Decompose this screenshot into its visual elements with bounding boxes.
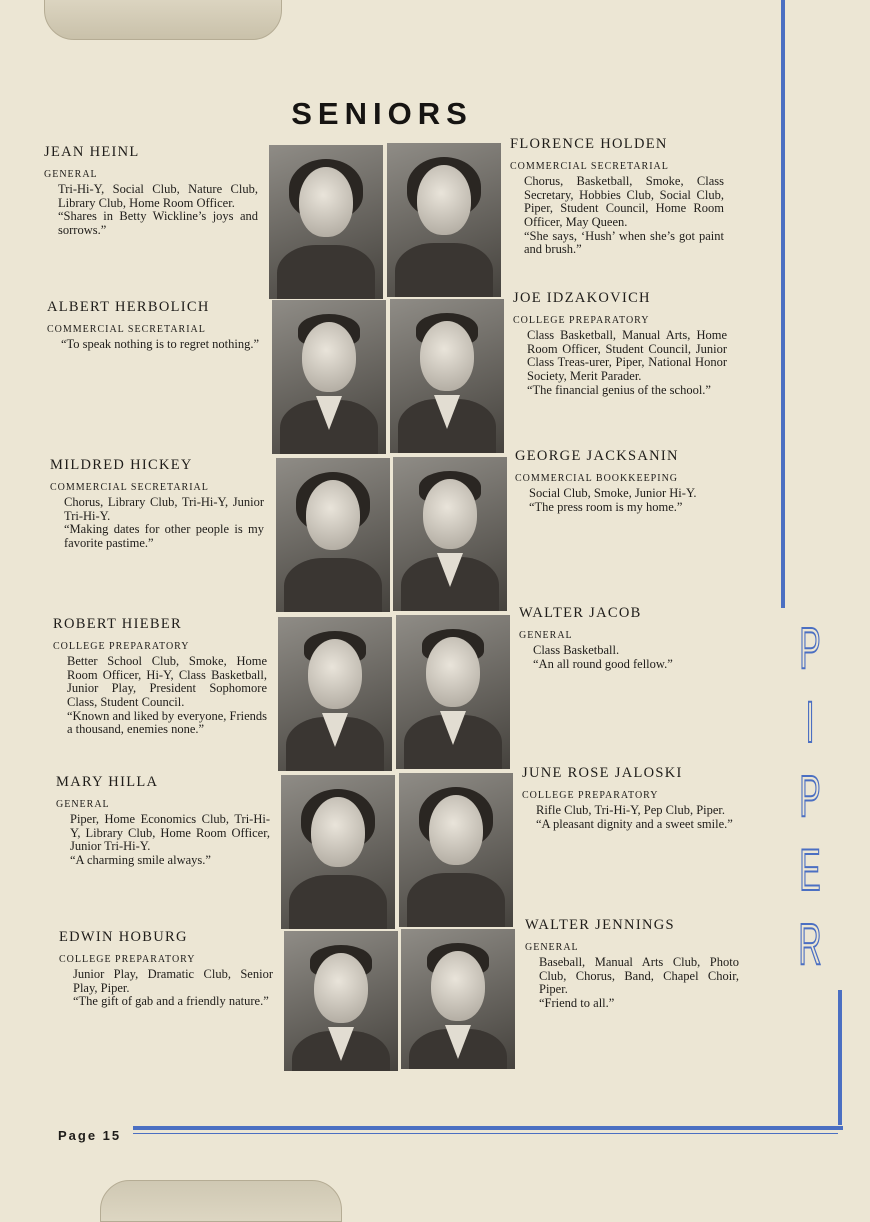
senior-activities: Tri-Hi-Y, Social Club, Nature Club, Library Club, Home Room Officer.	[58, 182, 258, 210]
portrait-photo	[281, 775, 395, 929]
senior-activities: Rifle Club, Tri-Hi-Y, Pep Club, Piper.	[536, 803, 726, 818]
senior-name: MILDRED HICKEY	[50, 457, 193, 473]
senior-course: COMMERCIAL BOOKKEEPING	[515, 472, 679, 484]
senior-quote: “The press room is my home.”	[529, 499, 683, 514]
senior-course: GENERAL	[56, 798, 110, 810]
senior-entry	[515, 450, 729, 514]
senior-activities: Junior Play, Dramatic Club, Senior Play, Piper.	[73, 967, 273, 995]
senior-entry	[50, 459, 264, 551]
senior-quote: “To speak nothing is to regret nothing.”	[61, 337, 260, 352]
portrait-photo	[396, 615, 510, 769]
senior-entry	[525, 919, 739, 1011]
senior-activities: Better School Club, Smoke, Home Room Officer, Hi-Y, Class Basketball, Junior Play, President Sophomore Class, Student Council.	[67, 654, 267, 709]
senior-entry	[522, 767, 736, 831]
senior-name: FLORENCE HOLDEN	[510, 136, 668, 152]
senior-course: COMMERCIAL SECRETARIAL	[50, 481, 209, 493]
blue-border-horizontal	[133, 1126, 843, 1130]
senior-quote: “The gift of gab and a friendly nature.”	[73, 994, 269, 1009]
portrait-photo	[399, 773, 513, 927]
portrait-photo	[284, 931, 398, 1071]
senior-activities: Class Basketball.	[533, 643, 620, 658]
senior-course: COMMERCIAL SECRETARIAL	[47, 323, 206, 335]
senior-activities: Chorus, Library Club, Tri-Hi-Y, Junior Tri-Hi-Y.	[64, 495, 264, 523]
blue-border-horizontal-thin	[133, 1133, 838, 1134]
senior-course: GENERAL	[44, 168, 98, 180]
senior-name: JOE IDZAKOVICH	[513, 290, 651, 306]
senior-entry	[47, 301, 261, 352]
senior-entry	[44, 146, 258, 238]
senior-course: COLLEGE PREPARATORY	[513, 314, 650, 326]
senior-activities: Piper, Home Economics Club, Tri-Hi-Y, Library Club, Home Room Officer, Junior Tri-Hi-Y.	[70, 812, 270, 854]
senior-course: GENERAL	[519, 629, 573, 641]
binder-tab-top	[44, 0, 282, 40]
senior-entry	[53, 618, 267, 737]
piper-watermark: P I P E R	[798, 616, 822, 977]
senior-quote: “Friend to all.”	[539, 995, 615, 1010]
senior-name: JEAN HEINL	[44, 144, 140, 160]
page-title: SENIORS	[291, 96, 473, 131]
binder-tab-bottom	[100, 1180, 342, 1222]
senior-course: COLLEGE PREPARATORY	[53, 640, 190, 652]
senior-quote: “A charming smile always.”	[70, 852, 211, 867]
senior-entry	[519, 607, 733, 671]
senior-quote: “An all round good fellow.”	[533, 656, 673, 671]
senior-course: COLLEGE PREPARATORY	[59, 953, 196, 965]
portrait-photo	[278, 617, 392, 771]
portrait-photo	[393, 457, 507, 611]
senior-course: GENERAL	[525, 941, 579, 953]
senior-name: MARY HILLA	[56, 774, 159, 790]
portrait-photo	[269, 145, 383, 299]
senior-name: WALTER JENNINGS	[525, 917, 675, 933]
senior-course: COMMERCIAL SECRETARIAL	[510, 160, 669, 172]
senior-name: GEORGE JACKSANIN	[515, 448, 679, 464]
blue-border-vertical-lower	[838, 990, 842, 1125]
senior-name: ALBERT HERBOLICH	[47, 299, 210, 315]
senior-activities: Baseball, Manual Arts Club, Photo Club, Chorus, Band, Chapel Choir, Piper.	[539, 955, 739, 997]
senior-activities: Chorus, Basketball, Smoke, Class Secretary, Hobbies Club, Social Club, Piper, Student Council, Home Room Officer, May Queen.	[524, 174, 724, 229]
senior-quote: “She says, ‘Hush’ when she’s got paint and brush.”	[524, 228, 724, 257]
senior-quote: “The financial genius of the school.”	[527, 382, 711, 397]
senior-activities: Social Club, Smoke, Junior Hi-Y.	[529, 486, 697, 501]
senior-entry	[513, 292, 727, 397]
senior-quote: “Making dates for other people is my favorite pastime.”	[64, 522, 264, 550]
senior-quote: “Known and liked by everyone, Friends a thousand, enemies none.”	[67, 708, 267, 737]
page-number: Page 15	[58, 1128, 122, 1143]
senior-entry	[510, 138, 724, 257]
portrait-photo	[276, 458, 390, 612]
blue-border-vertical	[781, 0, 785, 608]
senior-name: ROBERT HIEBER	[53, 616, 182, 632]
portrait-photo	[390, 299, 504, 453]
senior-name: JUNE ROSE JALOSKI	[522, 765, 683, 781]
senior-name: EDWIN HOBURG	[59, 929, 188, 945]
senior-quote: “A pleasant dignity and a sweet smile.”	[536, 816, 733, 831]
senior-quote: “Shares in Betty Wickline’s joys and sorrows.”	[58, 209, 258, 237]
portrait-photo	[401, 929, 515, 1069]
portrait-photo	[272, 300, 386, 454]
senior-course: COLLEGE PREPARATORY	[522, 789, 659, 801]
senior-entry	[59, 931, 273, 1009]
portrait-photo	[387, 143, 501, 297]
senior-name: WALTER JACOB	[519, 605, 642, 621]
senior-entry	[56, 776, 270, 868]
senior-activities: Class Basketball, Manual Arts, Home Room Officer, Student Council, Junior Class Treas-urer, Piper, National Honor Society, Merit Parader.	[527, 328, 727, 383]
